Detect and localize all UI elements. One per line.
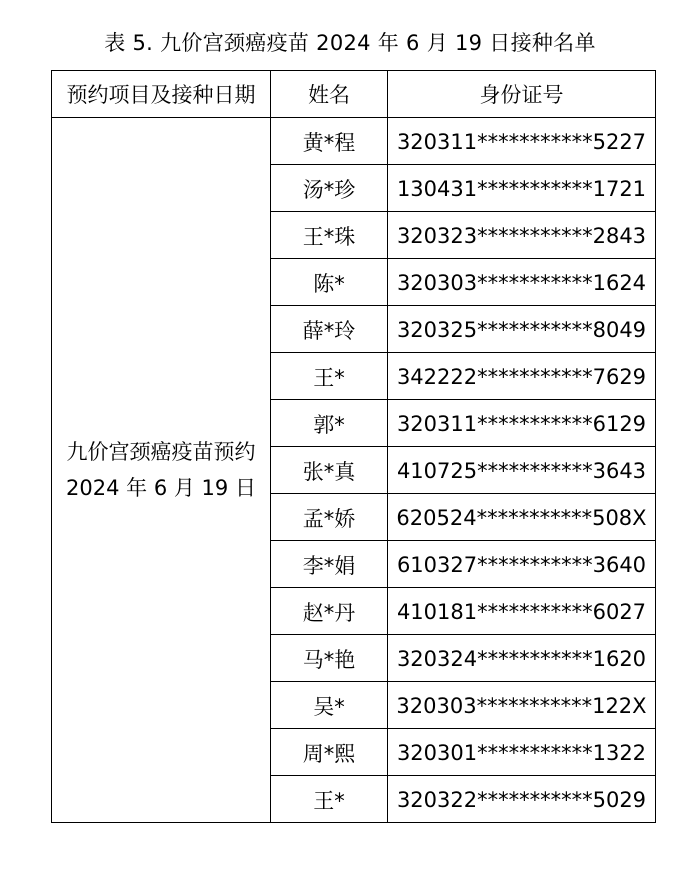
id-number-cell: 410181***********6027	[388, 588, 656, 635]
table-row	[52, 118, 656, 165]
header-project-date: 预约项目及接种日期	[52, 71, 271, 118]
id-number-cell: 610327***********3640	[388, 541, 656, 588]
id-number-cell: 620524***********508X	[388, 494, 656, 541]
id-number-cell: 320301***********1322	[388, 729, 656, 776]
document-title: 表 5. 九价宫颈癌疫苗 2024 年 6 月 19 日接种名单	[104, 31, 596, 55]
vaccination-date: 2024 年 6 月 19 日	[66, 476, 256, 500]
project-date-cell	[52, 118, 271, 823]
name-cell: 郭*	[271, 400, 388, 447]
name-cell: 汤*珍	[271, 165, 388, 212]
header-id-number: 身份证号	[388, 71, 656, 118]
name-cell: 王*	[271, 776, 388, 823]
id-number-cell: 320324***********1620	[388, 635, 656, 682]
vaccination-roster-table	[51, 70, 656, 823]
id-number-cell: 320303***********122X	[388, 682, 656, 729]
project-name: 九价宫颈癌疫苗预约	[66, 440, 256, 464]
header-name: 姓名	[271, 71, 388, 118]
id-number-cell: 320325***********8049	[388, 306, 656, 353]
table-header-row	[52, 71, 656, 118]
id-number-cell: 320322***********5029	[388, 776, 656, 823]
id-number-cell: 320311***********6129	[388, 400, 656, 447]
name-cell: 薛*玲	[271, 306, 388, 353]
name-cell: 赵*丹	[271, 588, 388, 635]
id-number-cell: 320323***********2843	[388, 212, 656, 259]
id-number-cell: 320311***********5227	[388, 118, 656, 165]
name-cell: 吴*	[271, 682, 388, 729]
name-cell: 李*娟	[271, 541, 388, 588]
id-number-cell: 342222***********7629	[388, 353, 656, 400]
name-cell: 王*珠	[271, 212, 388, 259]
id-number-cell: 320303***********1624	[388, 259, 656, 306]
id-number-cell: 410725***********3643	[388, 447, 656, 494]
name-cell: 孟*娇	[271, 494, 388, 541]
id-number-cell: 130431***********1721	[388, 165, 656, 212]
name-cell: 陈*	[271, 259, 388, 306]
name-cell: 马*艳	[271, 635, 388, 682]
name-cell: 黄*程	[271, 118, 388, 165]
name-cell: 周*熙	[271, 729, 388, 776]
name-cell: 王*	[271, 353, 388, 400]
name-cell: 张*真	[271, 447, 388, 494]
